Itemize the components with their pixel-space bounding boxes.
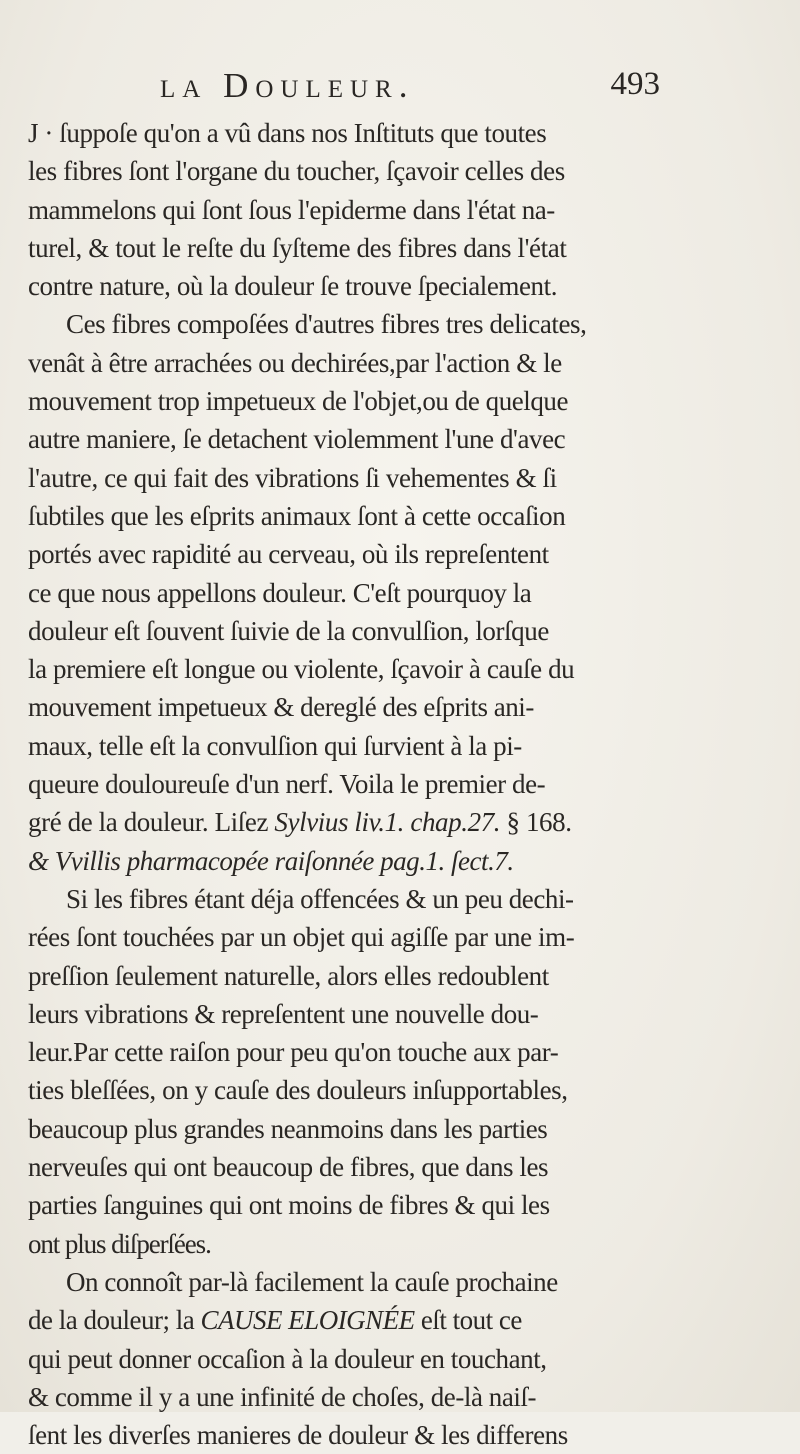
line-text: la premiere eſt longue ou violente, ſçavoir à cauſe du xyxy=(28,654,575,685)
text-line xyxy=(28,1225,788,1263)
text-line xyxy=(28,765,788,803)
text-line xyxy=(28,1416,788,1454)
text-line xyxy=(28,191,788,229)
line-text: venât à être arrachées ou dechirées,par l'action & le xyxy=(28,347,562,378)
line-text: portés avec rapidité au cerveau, où ils repreſentent xyxy=(28,539,549,570)
line-tail: § 168. xyxy=(500,807,572,838)
line-text: queure douloureuſe d'un nerf. Voila le premier de- xyxy=(28,769,546,800)
text-line xyxy=(28,344,788,382)
text-line xyxy=(28,612,788,650)
line-text: l'autre, ce qui fait des vibrations ſi vehementes & ſi xyxy=(28,462,557,493)
text-line xyxy=(28,114,788,152)
line-text: On connoît par-là facilement la cauſe prochaine xyxy=(66,1266,558,1297)
line-text: Ces fibres compoſées d'autres fibres tres delicates, xyxy=(66,309,587,340)
line-text: nerveuſes qui ont beaucoup de fibres, que dans les xyxy=(28,1152,549,1183)
text-line xyxy=(28,267,788,305)
line-text: ſent les diverſes manieres de douleur & les differens xyxy=(28,1420,568,1451)
line-text: autre maniere, ſe detachent violemment l'une d'avec xyxy=(28,424,566,455)
text-line xyxy=(28,574,788,612)
line-text: beaucoup plus grandes neanmoins dans les parties xyxy=(28,1113,548,1144)
line-tail: eſt tout ce xyxy=(414,1305,522,1336)
line-text: ce que nous appellons douleur. C'eſt pourquoy la xyxy=(28,577,532,608)
text-line xyxy=(28,918,788,956)
text-line xyxy=(28,1186,788,1224)
text-line xyxy=(28,1378,788,1416)
line-text: leurs vibrations & repreſentent une nouvelle dou- xyxy=(28,998,539,1029)
text-line xyxy=(28,688,788,726)
text-line xyxy=(28,957,788,995)
line-text: Si les fibres étant déja offencées & un peu dechi- xyxy=(66,883,574,914)
line-text: les fibres ſont l'organe du toucher, ſçavoir celles des xyxy=(28,156,565,187)
line-text: mouvement impetueux & dereglé des eſprits ani- xyxy=(28,692,534,723)
text-line xyxy=(28,152,788,190)
text-line xyxy=(28,420,788,458)
text-line xyxy=(28,1148,788,1186)
text-line xyxy=(28,650,788,688)
text-line xyxy=(28,995,788,1033)
line-text: contre nature, où la douleur ſe trouve ſpecialement. xyxy=(28,271,558,302)
text-line xyxy=(28,305,788,343)
text-line xyxy=(28,1340,788,1378)
text-line xyxy=(28,727,788,765)
text-line xyxy=(28,1301,788,1339)
italic-reference: CAUSE ELOIGNÉE xyxy=(200,1305,415,1336)
line-text: mammelons qui ſont ſous l'epiderme dans l'état na- xyxy=(28,194,555,225)
text-line xyxy=(28,459,788,497)
text-line xyxy=(28,497,788,535)
line-text: preſſion ſeulement naturelle, alors elles redoublent xyxy=(28,960,549,991)
text-line xyxy=(28,1071,788,1109)
line-text: ties bleſſées, on y cauſe des douleurs inſupportables, xyxy=(28,1075,568,1106)
text-line xyxy=(28,842,788,880)
text-line xyxy=(28,535,788,573)
body-text xyxy=(28,114,788,1454)
text-line xyxy=(28,229,788,267)
line-text: mouvement trop impetueux de l'objet,ou de quelque xyxy=(28,386,568,417)
page-header xyxy=(160,66,660,116)
line-text: ont plus diſperſées. xyxy=(28,1228,211,1259)
italic-reference: Sylvius liv.1. chap.27. xyxy=(274,807,501,838)
page-number: 493 xyxy=(610,66,660,102)
text-line xyxy=(28,1033,788,1071)
line-text: maux, telle eſt la convulſion qui ſurvient à la pi- xyxy=(28,730,522,761)
line-text: ſubtiles que les eſprits animaux ſont à cette occaſion xyxy=(28,500,566,531)
line-text: parties ſanguines qui ont moins de fibres & qui les xyxy=(28,1190,550,1221)
text-line xyxy=(28,382,788,420)
text-line xyxy=(28,1263,788,1301)
text-line xyxy=(28,1110,788,1148)
line-text: de la douleur; la xyxy=(28,1305,195,1336)
line-text: & comme il y a une infinité de choſes, de-là naiſ- xyxy=(28,1381,537,1412)
line-text: rées ſont touchées par un objet qui agiſſe par une im- xyxy=(28,922,575,953)
italic-reference: & Vvillis pharmacopée raiſonnée pag.1. ſect.7. xyxy=(28,845,514,876)
line-text: gré de la douleur. Liſez xyxy=(28,807,269,838)
text-line xyxy=(28,880,788,918)
line-text: qui peut donner occaſion à la douleur en touchant, xyxy=(28,1343,547,1374)
running-title: la Douleur. xyxy=(160,66,415,105)
line-text: leur.Par cette raiſon pour peu qu'on touche aux par- xyxy=(28,1037,559,1068)
line-text: turel, & tout le reſte du ſyſteme des fibres dans l'état xyxy=(28,232,567,263)
text-line xyxy=(28,803,788,841)
line-text: J · ſuppoſe qu'on a vû dans nos Inſtituts que toutes xyxy=(28,118,547,148)
line-text: douleur eſt ſouvent ſuivie de la convulſion, lorſque xyxy=(28,615,549,646)
